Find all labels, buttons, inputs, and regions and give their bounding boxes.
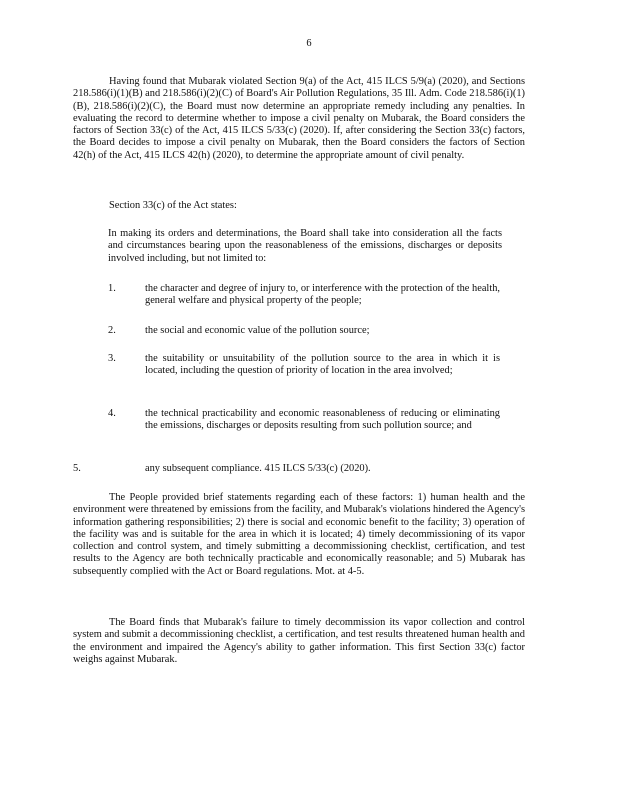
factor-text: the character and degree of injury to, or interference with the protection of the health, general welfare and physical property of the people; xyxy=(145,283,500,307)
page-number: 6 xyxy=(306,38,312,49)
people-paragraph: The People provided brief statements regarding each of these factors: 1) human health and the environment were threatened by emissions from the facility, and Mubarak's violations hindered the Agency's information gathering responsibilities; 2) there is social and economic benefit to the facility; 3) operation of the facility was and is suitable for the area in which it is located; 4) timely decommissioning of its vapor collection and control system, and timely submitting a decommissioning checklist, certification, and test results to the Agency are both technically practicable and economically reasonable; and 5) Mubarak has subsequently complied with the Act or Board regulations. Mot. at 4-5. xyxy=(73,492,525,577)
factor-text: the technical practicability and economic reasonableness of reducing or eliminating the emissions, discharges or deposits resulting from such pollution source; and xyxy=(145,408,500,432)
section-heading: Section 33(c) of the Act states: xyxy=(109,200,237,211)
factor-number: 5. xyxy=(73,463,81,474)
factor-number: 4. xyxy=(108,408,116,419)
factor-number: 1. xyxy=(108,283,116,294)
quote-block: In making its orders and determinations, the Board shall take into consideration all the facts and circumstances bearing upon the reasonableness of the emissions, discharges or deposits involved including, but not limited to: xyxy=(108,228,502,264)
factor-text: the social and economic value of the pollution source; xyxy=(145,325,370,336)
intro-paragraph: Having found that Mubarak violated Section 9(a) of the Act, 415 ILCS 5/9(a) (2020), and Sections 218.586(i)(1)(B) and 218.586(i)(2)(C) of Board's Air Pollution Regulations, 35 Ill. Adm. Code 218.586(i)(1)(B), 218.586(i)(2)(C), the Board must now determine an appropriate remedy including any penalties. In evaluating the record to determine whether to impose a civil penalty on Mubarak, the Board considers the factors of Section 33(c) of the Act, 415 ILCS 5/33(c) (2020). If, after considering the Section 33(c) factors, the Board decides to impose a civil penalty on Mubarak, then the Board considers the factors of Section 42(h) of the Act, 415 ILCS 42(h) (2020), to determine the appropriate amount of civil penalty. xyxy=(73,76,525,161)
factor-number: 3. xyxy=(108,353,116,364)
factor-text: the suitability or unsuitability of the pollution source to the area in which it is located, including the question of priority of location in the area involved; xyxy=(145,353,500,377)
factor-number: 2. xyxy=(108,325,116,336)
board-paragraph: The Board finds that Mubarak's failure to timely decommission its vapor collection and control system and submit a decommissioning checklist, a certification, and test results threatened human health and the environment and impaired the Agency's ability to gather information. This first Section 33(c) factor weighs against Mubarak. xyxy=(73,617,525,665)
factor-text: any subsequent compliance. 415 ILCS 5/33(c) (2020). xyxy=(145,463,371,474)
